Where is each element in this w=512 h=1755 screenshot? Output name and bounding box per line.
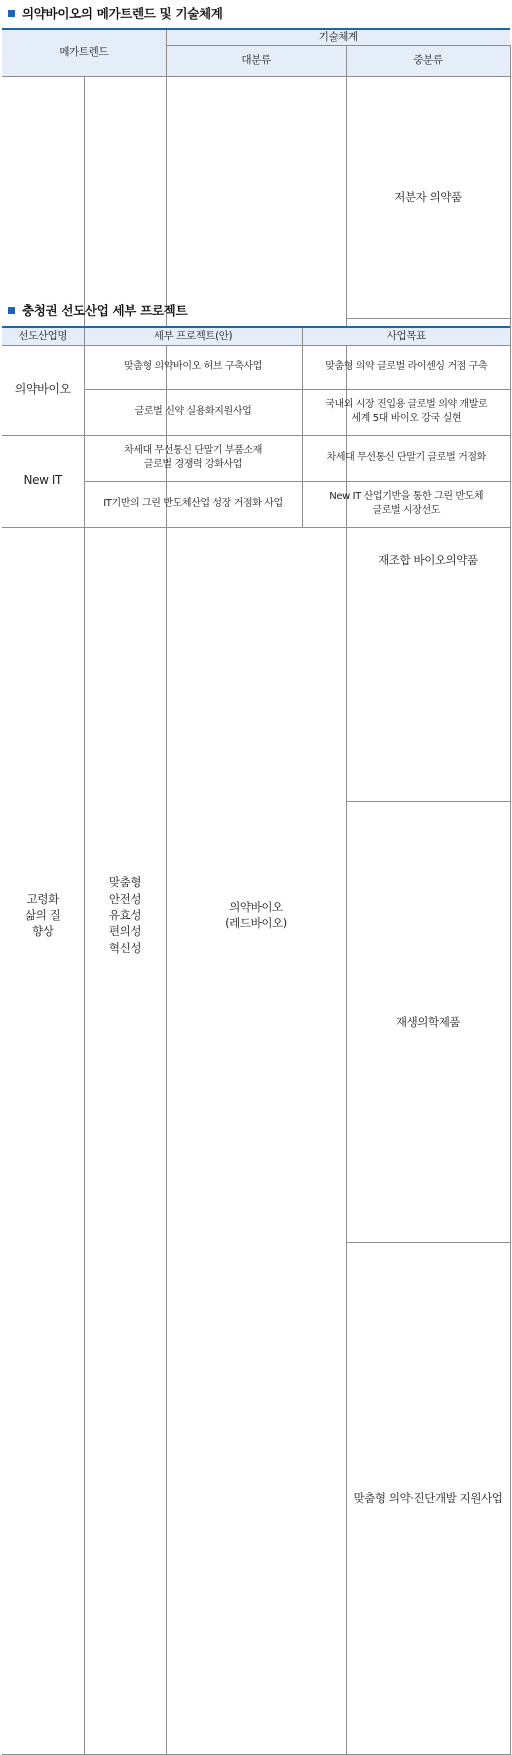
industry-cell: New IT	[2, 435, 84, 527]
middle-category-cell: 재생의학제품	[346, 802, 510, 1243]
megatrend-left-line: 삶의 질	[25, 908, 61, 923]
goal-cell	[302, 435, 510, 481]
header-major: 대분류	[166, 45, 346, 76]
project-line: 맞춤형 의약바이오 허브 구축사업	[124, 360, 262, 372]
major-line: (레드바이오)	[225, 916, 287, 931]
project-cell	[84, 345, 302, 389]
header-project: 세부 프로젝트(안)	[84, 327, 302, 345]
project-line: 글로벌 경쟁력 강화사업	[143, 459, 243, 470]
project-line: 차세대 무선통신 단말기 부품소재	[124, 444, 262, 456]
megatrend-right-line: 편의성	[108, 924, 142, 939]
header-industry: 선도산업명	[2, 327, 84, 345]
megatrend-tech-table	[2, 28, 510, 1755]
goal-line: 글로벌 시장선도	[372, 505, 441, 516]
goal-line: 국내외 시장 진입용 글로벌 의약 개발로	[325, 398, 488, 410]
goal-line: 차세대 무선통신 단말기 글로벌 거점화	[326, 451, 486, 463]
middle-category-cell: 저분자 의약품	[346, 76, 510, 318]
middle-category-cell: 재조합 바이오의약품	[346, 318, 510, 801]
industry-cell: 의약바이오	[2, 345, 84, 435]
project-cell	[84, 389, 302, 435]
goal-line: 맞춤형 의약 글로벌 라이센싱 거점 구축	[325, 360, 488, 372]
goal-line: New IT 산업기반을 통한 그린 반도체	[329, 490, 484, 502]
goal-cell	[302, 345, 510, 389]
section2-title-text: 충청권 선도산업 세부 프로젝트	[22, 303, 188, 318]
bullet-square-icon	[8, 10, 15, 17]
section1-title	[8, 3, 223, 23]
goal-cell	[302, 481, 510, 527]
section1-title-text: 의약바이오의 메가트렌드 및 기술체계	[22, 6, 223, 21]
header-tech-system: 기술체계	[166, 29, 510, 45]
leading-industry-project-table	[2, 326, 510, 528]
goal-line: 세계 5대 바이오 강국 실현	[351, 413, 462, 424]
megatrend-right-line: 안전성	[108, 891, 142, 906]
section2-title	[8, 300, 187, 320]
megatrend-right-line: 유효성	[108, 908, 142, 923]
megatrend-left-line: 향상	[32, 924, 54, 939]
header-goal: 사업목표	[302, 327, 510, 345]
project-cell	[84, 481, 302, 527]
megatrend-right-line: 혁신성	[108, 940, 142, 955]
megatrend-right-line: 맞춤형	[108, 875, 142, 890]
header-megatrend: 메가트렌드	[2, 29, 166, 76]
major-line: 의약바이오	[229, 899, 283, 914]
megatrend-left-line: 고령화	[26, 891, 59, 906]
header-middle: 중분류	[346, 45, 510, 76]
project-line: 글로벌 신약 실용화지원사업	[134, 405, 252, 417]
middle-category-cell: 맞춤형 의약·진단개발 지원사업	[346, 1243, 510, 1755]
project-line: IT기반의 그린 반도체산업 성장 거점화 사업	[103, 497, 283, 509]
goal-cell	[302, 389, 510, 435]
bullet-square-icon	[8, 307, 15, 314]
project-cell	[84, 435, 302, 481]
